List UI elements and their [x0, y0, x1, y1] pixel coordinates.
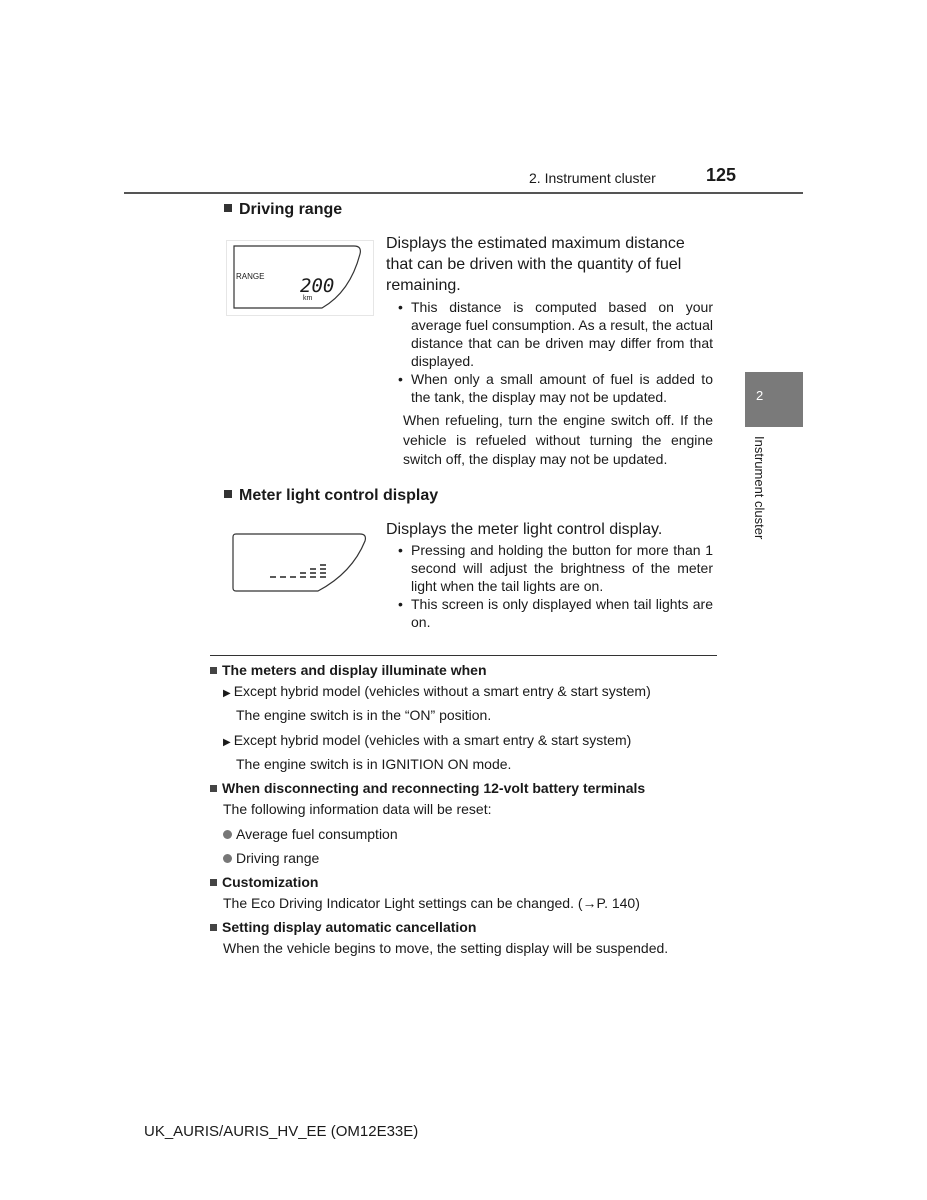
note-title-cancellation: Setting display automatic cancellation	[210, 919, 476, 935]
list-item: Average fuel consumption	[223, 826, 398, 842]
driving-range-bullets	[386, 298, 713, 406]
circle-bullet-icon	[223, 830, 232, 839]
note-title-illuminate: The meters and display illuminate when	[210, 662, 487, 678]
list-item: • Pressing and holding the button for more than 1 second will adjust the brightness of the meter light when the tail lights are on.	[386, 541, 713, 595]
square-bullet-icon	[210, 879, 217, 886]
note-case-1-text: The engine switch is in the “ON” position.	[236, 707, 492, 723]
driving-range-heading: Driving range	[224, 201, 342, 219]
square-bullet-icon	[224, 204, 232, 212]
driving-range-body	[386, 233, 713, 470]
list-item: • This distance is computed based on your average fuel consumption. As a result, the actual distance that can be driven may differ from that displayed.	[386, 298, 713, 370]
notes-divider	[210, 655, 717, 656]
header-divider	[124, 192, 803, 194]
range-value: 200	[300, 275, 335, 297]
meter-light-bullets	[386, 541, 713, 631]
meter-light-heading: Meter light control display	[224, 487, 438, 505]
note-case-2: ▶ Except hybrid model (vehicles with a smart entry & start system)	[223, 732, 632, 748]
driving-range-note: When refueling, turn the engine switch off. If the vehicle is refueled without turning the engine switch off, the display may not be updated.	[403, 412, 713, 467]
square-bullet-icon	[224, 490, 232, 498]
triangle-bullet-icon: ▶	[223, 737, 231, 748]
range-unit: km	[303, 295, 313, 302]
note-customization-text: The Eco Driving Indicator Light settings can be changed. (→P. 140)	[223, 895, 640, 911]
meter-light-display-icon	[232, 533, 368, 593]
square-bullet-icon	[210, 924, 217, 931]
meter-light-body	[386, 519, 713, 631]
note-battery-text: The following information data will be reset:	[223, 801, 492, 817]
note-title-customization: Customization	[210, 874, 318, 890]
triangle-bullet-icon: ▶	[223, 688, 231, 699]
list-item: • This screen is only displayed when tail lights are on.	[386, 595, 713, 631]
circle-bullet-icon	[223, 854, 232, 863]
chapter-number: 2	[756, 388, 764, 403]
note-case-1: ▶ Except hybrid model (vehicles without a smart entry & start system)	[223, 683, 651, 699]
driving-range-lead: Displays the estimated maximum distance that can be driven with the quantity of fuel remaining.	[386, 235, 685, 294]
meter-light-display-illustration	[232, 533, 368, 593]
page-number: 125	[706, 165, 737, 185]
list-item: • When only a small amount of fuel is added to the tank, the display may not be updated.	[386, 370, 713, 406]
note-cancellation-text: When the vehicle begins to move, the setting display will be suspended.	[223, 940, 669, 956]
meter-light-lead: Displays the meter light control display.	[386, 521, 663, 538]
note-case-2-text: The engine switch is in IGNITION ON mode.	[236, 756, 512, 772]
chapter-tab	[745, 372, 803, 427]
square-bullet-icon	[210, 667, 217, 674]
note-title-battery: When disconnecting and reconnecting 12-volt battery terminals	[210, 780, 645, 796]
range-label: RANGE	[236, 272, 265, 281]
square-bullet-icon	[210, 785, 217, 792]
document-code: UK_AURIS/AURIS_HV_EE (OM12E33E)	[144, 1123, 419, 1140]
section-title: 2. Instrument cluster	[529, 170, 656, 186]
list-item: Driving range	[223, 850, 319, 866]
chapter-label: Instrument cluster	[752, 436, 767, 540]
range-display-illustration	[226, 240, 374, 316]
